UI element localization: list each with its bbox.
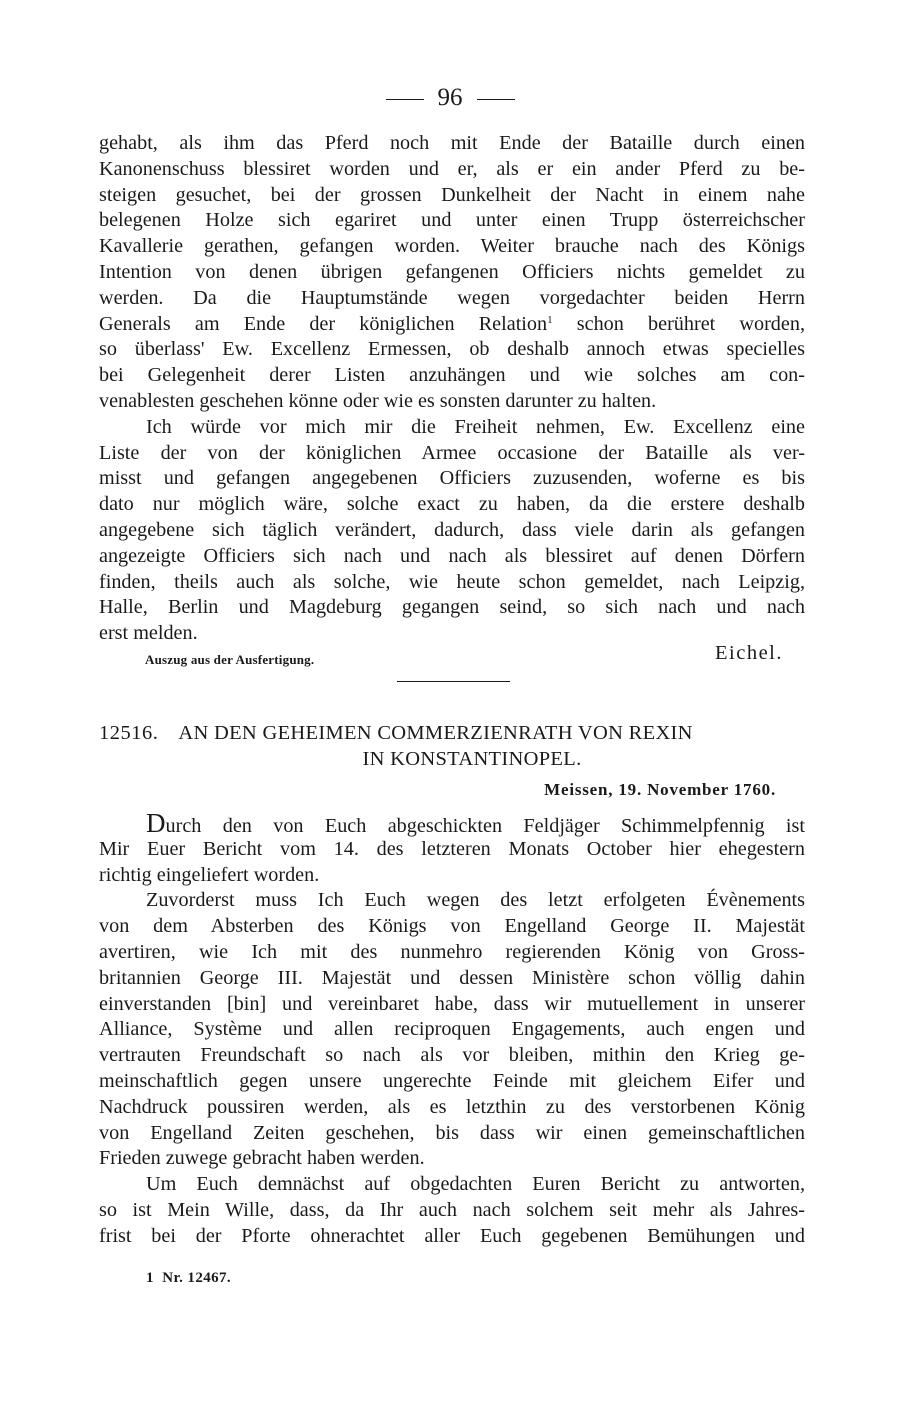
text-line: meinschaftlich gegen unsere ungerechte Feinde mit gleichem Eifer und <box>99 1069 805 1092</box>
text-line-with-footnote-ref <box>99 312 805 338</box>
text-line: richtig eingeliefert worden. <box>99 863 320 886</box>
text-line: Kavallerie gerathen, gefangen worden. Weiter brauche nach des Königs <box>99 235 805 258</box>
letter-heading <box>99 720 805 772</box>
previous-letter-continuation <box>99 131 805 647</box>
text-line: avertiren, wie Ich mit des nunmehro regierenden König von Gross- <box>99 940 805 963</box>
text-line: erst melden. <box>99 622 198 645</box>
letter-title-line2: IN KONSTANTINOPEL. <box>362 748 582 770</box>
text-fragment: urch den von Euch abgeschickten Feldjäger Schimmelpfennig ist <box>165 815 805 837</box>
text-line: frist bei der Pforte ohnerachtet aller Euch gegebenen Bemühungen und <box>99 1224 805 1247</box>
text-line: Frieden zuwege gebracht haben werden. <box>99 1147 425 1170</box>
signature: Eichel. <box>715 642 783 664</box>
text-line: angezeigte Officiers sich nach und nach als blessiret auf denen Dörfern <box>99 544 805 567</box>
initial-letter: D <box>146 808 166 838</box>
text-line: so überlass' Ew. Excellenz Ermessen, ob deshalb annoch etwas specielles <box>99 338 805 361</box>
text-line: Um Euch demnächst auf obgedachten Euren Bericht zu antworten, <box>146 1173 805 1196</box>
text-line: Halle, Berlin und Magdeburg gegangen seind, so sich nach und nach <box>99 596 805 619</box>
source-note: Auszug aus der Ausfertigung. <box>145 652 315 667</box>
text-line: werden. Da die Hauptumstände wegen vorgedachter beiden Herrn <box>99 286 805 309</box>
dateline: Meissen, 19. November 1760. <box>544 780 776 799</box>
letter-body <box>99 808 805 1250</box>
text-line: angegebene sich täglich verändert, dadurch, dass viele darin als gefangen <box>99 518 805 541</box>
letter-title-line1: AN DEN GEHEIMEN COMMERZIENRATH VON REXIN <box>178 722 693 744</box>
text-line: Kanonenschuss blessiret worden und er, als er ein ander Pferd zu be- <box>99 157 805 180</box>
footnote-marker: 1 <box>146 1270 154 1286</box>
text-line: Liste der von der königlichen Armee occasione der Bataille als ver- <box>99 441 805 464</box>
text-line: gehabt, als ihm das Pferd noch mit Ende der Bataille durch einen <box>99 132 805 154</box>
text-line: Ich würde vor mich mir die Freiheit nehmen, Ew. Excellenz eine <box>146 415 805 438</box>
header-dash-right <box>477 99 515 100</box>
text-line: Intention von denen übrigen gefangenen Officiers nichts gemeldet zu <box>99 260 805 283</box>
footnote-reference: 1 <box>547 313 553 326</box>
footnote <box>146 1270 231 1287</box>
text-line: britannien George III. Majestät und dessen Ministère schon völlig dahin <box>99 966 805 989</box>
text-line: einverstanden [bin] und vereinbaret habe, dass wir mutuellement in unserer <box>99 992 805 1015</box>
closing-row <box>99 640 805 670</box>
text-line: Mir Euer Bericht vom 14. des letzteren Monats October hier ehegestern <box>99 837 805 860</box>
page-number: 96 <box>437 84 463 111</box>
text-line: dato nur möglich wäre, solche exact zu haben, da die erstere deshalb <box>99 493 805 516</box>
letter-number: 12516. <box>99 722 159 744</box>
text-line-with-initial <box>99 808 805 838</box>
text-line: steigen gesuchet, bei der grossen Dunkelheit der Nacht in einem nahe <box>99 183 805 206</box>
text-fragment: schon berühret worden, <box>576 312 806 335</box>
footnote-text: Nr. 12467. <box>162 1270 232 1286</box>
text-line: finden, theils auch als solche, wie heute schon gemeldet, nach Leipzig, <box>99 570 805 593</box>
text-line: Zuvorderst muss Ich Euch wegen des letzt erfolgeten Évènements <box>146 889 805 912</box>
text-line: von dem Absterben des Königs von Engelland George II. Majestät <box>99 915 805 938</box>
text-line: so ist Mein Wille, dass, da Ihr auch nach solchem seit mehr als Jahres- <box>99 1198 805 1221</box>
text-line: bei Gelegenheit derer Listen anzuhängen und wie solches am con- <box>99 364 805 387</box>
text-line: von Engelland Zeiten geschehen, bis dass wir einen gemeinschaftlichen <box>99 1121 805 1144</box>
text-line: belegenen Holze sich egariret und unter einen Trupp österreichscher <box>99 209 805 232</box>
section-divider <box>397 681 510 682</box>
page-header <box>0 84 900 112</box>
header-dash-left <box>386 99 424 100</box>
text-fragment: Generals am Ende der königlichen Relation <box>99 312 548 335</box>
text-line: misst und gefangen angegebenen Officiers zuzusenden, woferne es bis <box>99 467 805 490</box>
text-line: venablesten geschehen könne oder wie es sonsten darunter zu halten. <box>99 389 657 412</box>
text-line: vertrauten Freundschaft so nach als vor bleiben, mithin den Krieg ge- <box>99 1044 805 1067</box>
text-line: Nachdruck poussiren werden, als es letzthin zu des verstorbenen König <box>99 1095 805 1118</box>
text-line: Alliance, Système und allen reciproquen Engagements, auch engen und <box>99 1018 805 1041</box>
